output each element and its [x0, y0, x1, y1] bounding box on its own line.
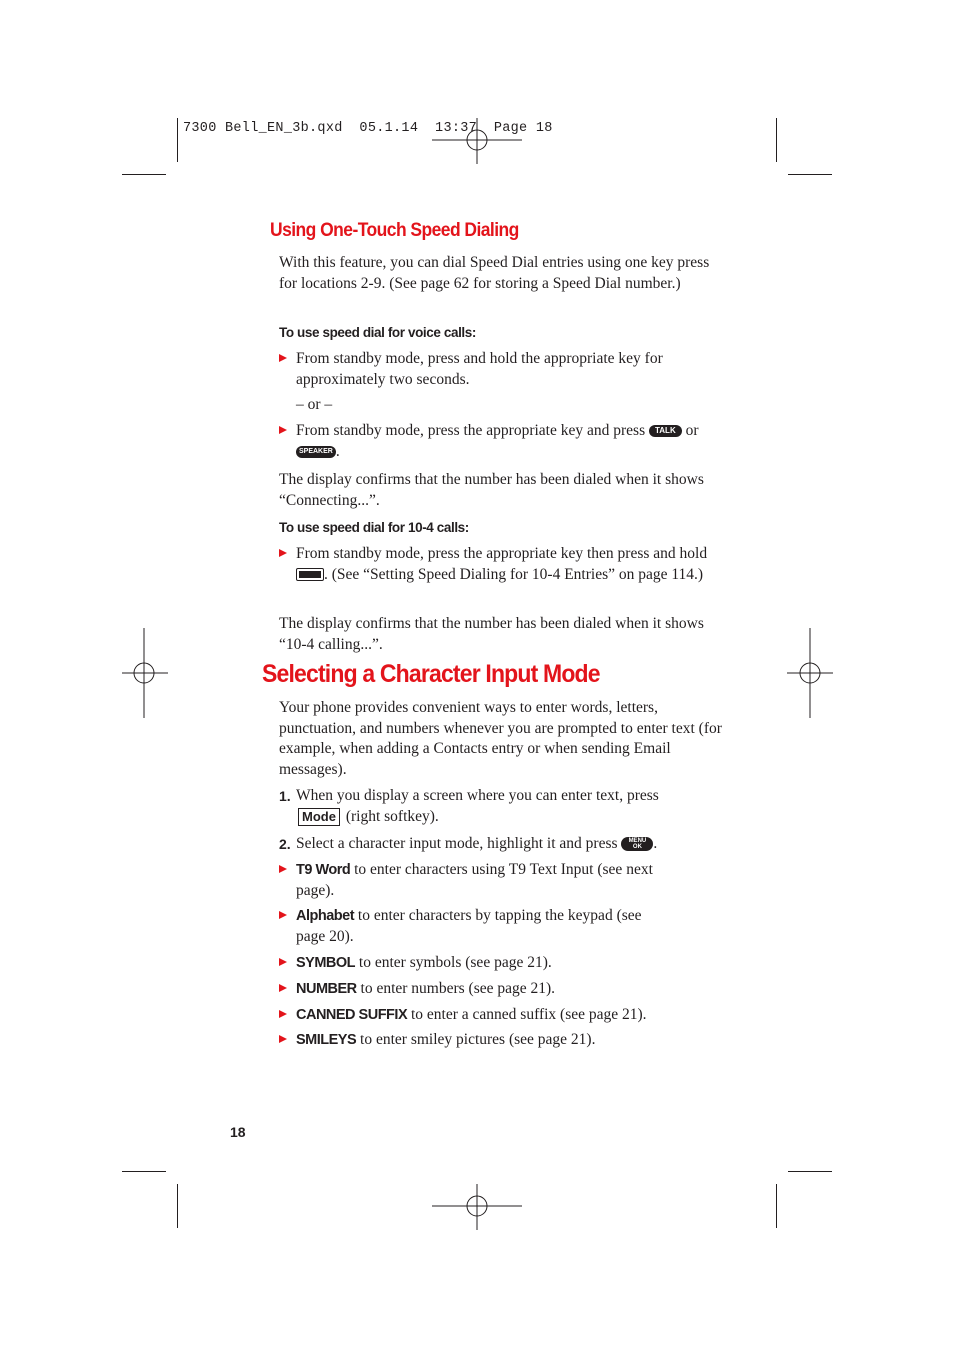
- mode-item-canned-suffix: [279, 1005, 729, 1026]
- crop-mark: [177, 1184, 178, 1228]
- voice-step-hold: From standby mode, press and hold the appropriate key for approximately two seconds.: [296, 350, 663, 388]
- bullet-arrow-icon: [279, 1035, 287, 1043]
- voice-calls-subheading: To use speed dial for voice calls:: [279, 325, 476, 340]
- mode-name: CANNED SUFFIX: [296, 1007, 408, 1023]
- bullet-arrow-icon: [279, 958, 287, 966]
- step-1: 1. When you display a screen where you can enter text, press Mode (right softkey).: [279, 787, 659, 825]
- mode-item-alphabet: [279, 906, 659, 947]
- crop-mark: [177, 118, 178, 162]
- bullet-arrow-icon: [279, 865, 287, 873]
- crop-mark: [788, 174, 832, 175]
- mode-name: SMILEYS: [296, 1032, 357, 1048]
- step-number: 2.: [279, 836, 291, 852]
- speaker-key-icon: SPEAKER: [296, 446, 336, 458]
- list-item: [279, 544, 729, 585]
- mode-description: to enter numbers (see page 21).: [360, 980, 556, 997]
- mode-description: to enter characters by tapping the keypad (see page 20).: [296, 907, 642, 945]
- mode-item-number: [279, 979, 729, 1000]
- list-item: [279, 395, 729, 416]
- bullet-arrow-icon: [279, 354, 287, 362]
- mode-item-symbol: [279, 953, 729, 974]
- mode-name: Alphabet: [296, 908, 355, 924]
- crop-mark: [776, 1184, 777, 1228]
- ptt-calls-subheading: To use speed dial for 10-4 calls:: [279, 520, 469, 535]
- registration-mark-icon: [787, 628, 833, 718]
- bullet-arrow-icon: [279, 426, 287, 434]
- mode-description: to enter characters using T9 Text Input (see next page).: [296, 861, 653, 899]
- voice-confirm-text: The display confirms that the number has been dialed when it shows “Connecting...”.: [279, 471, 704, 509]
- crop-mark: [776, 118, 777, 162]
- ptt-key-icon: [296, 568, 324, 581]
- input-mode-intro: Your phone provides convenient ways to enter words, letters, punctuation, and numbers whenever you are prompted to enter text (for example, when adding a Contacts entry or when sending Email messages).: [279, 699, 722, 778]
- registration-mark-icon: [122, 628, 168, 718]
- mode-description: to enter smiley pictures (see page 21).: [360, 1031, 596, 1048]
- list-item: [279, 349, 729, 390]
- voice-step-press: From standby mode, press the appropriate key and press TALK or SPEAKER .: [296, 422, 699, 460]
- section-heading-speed-dialing: Using One-Touch Speed Dialing: [270, 220, 519, 241]
- speed-dial-intro: With this feature, you can dial Speed Dial entries using one key press for locations 2-9. (See page 62 for storing a Speed Dial number.): [279, 254, 710, 292]
- mode-description: to enter symbols (see page 21).: [358, 954, 552, 971]
- file-slug: 7300 Bell_EN_3b.qxd 05.1.14 13:37 Page 18: [183, 121, 553, 136]
- step-number: 1.: [279, 788, 291, 804]
- mode-softkey-icon: Mode: [298, 808, 340, 826]
- list-item: [279, 421, 729, 462]
- ptt-step: From standby mode, press the appropriate key then press and hold . (See “Setting Speed Dialing for 10-4 Entries” on page 114.): [296, 545, 708, 583]
- mode-name: T9 Word: [296, 862, 351, 878]
- mode-description: to enter a canned suffix (see page 21).: [411, 1006, 647, 1023]
- crop-mark: [122, 1171, 166, 1172]
- mode-item-t9: [279, 860, 659, 901]
- mode-name: SYMBOL: [296, 955, 356, 971]
- bullet-arrow-icon: [279, 984, 287, 992]
- bullet-arrow-icon: [279, 1010, 287, 1018]
- talk-key-icon: TALK: [649, 425, 682, 437]
- ptt-confirm-text: The display confirms that the number has been dialed when it shows “10-4 calling...”.: [279, 615, 704, 653]
- page-number: 18: [230, 1124, 246, 1140]
- section-heading-input-mode: Selecting a Character Input Mode: [262, 660, 600, 688]
- step-2: 2. Select a character input mode, highlight it and press MENU OK .: [279, 834, 729, 855]
- registration-mark-icon: [432, 118, 522, 164]
- crop-mark: [122, 174, 166, 175]
- menu-ok-key-icon: MENU OK: [621, 837, 653, 851]
- bullet-arrow-icon: [279, 549, 287, 557]
- crop-mark: [788, 1171, 832, 1172]
- mode-item-smileys: [279, 1030, 729, 1051]
- bullet-arrow-icon: [279, 911, 287, 919]
- registration-mark-icon: [432, 1184, 522, 1230]
- mode-name: NUMBER: [296, 981, 357, 997]
- or-separator: – or –: [296, 396, 333, 413]
